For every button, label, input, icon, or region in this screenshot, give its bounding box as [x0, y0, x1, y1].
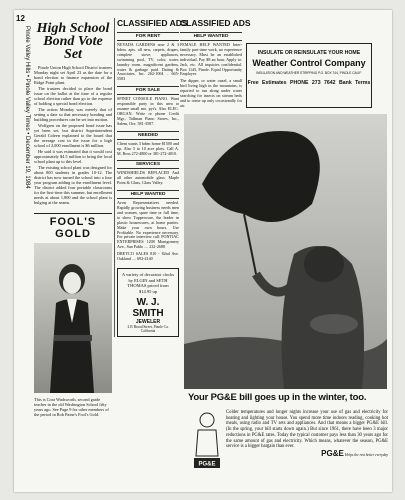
pge-cartoon-illustration [190, 408, 224, 480]
story-body [34, 65, 112, 205]
story-paragraph: The existing school plant was designed for about 800 students in grades 10-12. The district has now turned the school into a four year program adding to the enrollment level. The district added four portable classrooms for the first-time this summer, but enrollment needs at about 1,800 and the school plant is bulging at the seams. [34, 165, 112, 205]
insulation-advertisement [246, 43, 372, 108]
pge-signoff [226, 448, 388, 459]
story-column [34, 18, 112, 417]
section-heading: HELP WANTED [117, 190, 179, 199]
fools-gold-title: FOOL'S GOLD [34, 213, 112, 240]
section-heading: FOR SALE [117, 86, 179, 95]
newspaper-page [14, 10, 392, 492]
store-name: W. J. SMITH [132, 297, 164, 319]
classified-ad: DREYCO SALES 810 - 82nd Ave. Oakland .... 692-4140 [117, 251, 179, 262]
pge-body-text: Colder temperatures and longer nights increase your use of gas and electricity for heating and lighting your house. You spend more time indoors reading, cooking hot meals, using radio and TV sets and appliances. And that means a bigger PG&E bill. (In the spring, your bill starts down again.) But since 1961, there have been 3 major reductions in PG&E rates. Today the typical customer pays less than 30 years ago for the same amount of gas and electricity. Which means, whatever the season, PG&E service is a bigger bargain than ever. [226, 410, 388, 450]
classified-ad: SPINET CONSOLE PIANO. Want responsible party in this area to assume small mo. pyt's. Also ELEC. ORGAN. Write or phone Credit Mgr., Tallman Piano Stores, Inc., Salem, Ore. 581-3587. [117, 96, 179, 126]
classified-ad: Avon Representatives needed. Rapidly growing business needs men and women, spare time or full time, to show Tupperware, the leader in plastic housewares, at home parties. Make your own hours. Use Profitable. No experience necessary. For private interview call: PONTIAC ENTERPRISES 1208 Montgomery Ave., San Pablo .... 232-2688 [117, 200, 179, 250]
pge-body-copy [226, 410, 388, 459]
classified-ad: Client wants 3 bdrm home $1500 and up. Also 5 to 10 acre plots. Call A. M. Ross 272-4800 or 381-272-4010. [117, 140, 179, 156]
estimate-line [247, 80, 371, 86]
portrait-illustration [34, 243, 112, 393]
phone-text: PHONE 273 7642 [290, 80, 336, 86]
classified-ad: The dipper, or water ouzel, a small bird living high in the mountains, is reported to run along under water searching for insects on stream beds and to come up only occasionally for air. [180, 78, 242, 108]
page-number: 12 [16, 14, 25, 23]
classified-heading: CLASSIFIED ADS [117, 18, 188, 28]
section-heading: SERVICES [117, 160, 179, 169]
story-paragraph: He said it was estimated that it would cost approximately $4.5 million to bring the local school plant up to this level. [34, 149, 112, 164]
store-subtitle: JEWELER [135, 319, 161, 325]
story-paragraph: The action Monday was merely that of setting a date so that necessary bonding and building procedures can be set into motion. [34, 107, 112, 122]
store-address: 215 Broad Street, Pinole Ca. California [127, 325, 169, 333]
umbrella-photo [184, 114, 387, 389]
classified-ad: NEVADA GARDENS now 2 & 3 bdrm. apts. all new, carpets, drapes, complete stove, appliances, swimming pool, TV, color, water, laundry room, magnificent gardens, water & garbage paid. Dating & Associates, Inc. 262-1004 .. 665-5583 [117, 42, 179, 82]
historic-portrait-photo [34, 243, 112, 393]
section-heading: HELP WANTED [180, 32, 242, 41]
company-name: Weather Control Company [252, 58, 366, 68]
story-paragraph: The trustees decided to place the bond issue on the ballot at the time of a regular school election rather than go to the expense of holding a special bond election. [34, 86, 112, 106]
pge-logo-text: PG&E [198, 461, 216, 468]
classified-column-1 [114, 18, 188, 337]
pge-headline: Your PG&E bill goes up in the winter, too. [188, 392, 367, 403]
classified-heading: CLASSIFIED ADS [180, 18, 251, 28]
insulate-headline: INSULATE OR REINSULATE YOUR HOME [257, 50, 361, 56]
pge-logo: PG&E [321, 448, 344, 458]
umbrella-scene-illustration [184, 114, 387, 389]
pge-cartoon [190, 408, 224, 480]
story-paragraph: Pinole Union High School District trustees Monday night set April 23 as the date for a bond election to finance expansion of the Ridge Point plant. [34, 65, 112, 85]
running-head: Pinole Valley Hills • Pinole Valley Times • December 19, 1984 [24, 26, 30, 189]
classified-ad: WINDSHIELDS REPLACED And all other automobile glass. Maple Point & Glass, Glass Valley. [117, 170, 179, 186]
portrait-caption: This is Cora Wadsworth, second grade teacher in the old Washington School fifty years ago. See Page 9 for other members of the period in Rob Paine's Fool's Gold. [34, 397, 109, 417]
section-heading: FOR RENT [117, 32, 179, 41]
section-heading: NEEDED [117, 131, 179, 140]
classified-column-2 [180, 18, 251, 111]
pge-tagline: Helps the rest better everyday [345, 452, 388, 457]
free-estimates-text: Free Estimates [247, 80, 287, 86]
story-headline: High School Bond Vote Set [36, 21, 110, 62]
company-services: INSULATION AND WEATHER STRIPPING P.O. BOX 744, PINOLE CALIF. [256, 71, 362, 75]
bank-terms-text: Bank Terms [339, 80, 371, 86]
story-paragraph: Wolfgren on the proposed bond issue has yet been set, but district Superintendent Gerald Coleen explained to the board that the average cost in the issue for a high school of 2,000 enrollment is $6 million. [34, 123, 112, 148]
clock-ad-text: A variety of decorator clocks by ELGIN and SETH THOMAS priced from $14.95 up [121, 272, 175, 294]
classified-ad: FEMALE HELP WANTED Inter-family part-time work, no experience necessary. Must be an established individual. Pay $8 an hour. Apply to: Jack, etc. All inquiries confidential. Box 1145, Pinole. Equal Opportunity Employer. [180, 42, 242, 77]
clock-advertisement [117, 268, 179, 337]
